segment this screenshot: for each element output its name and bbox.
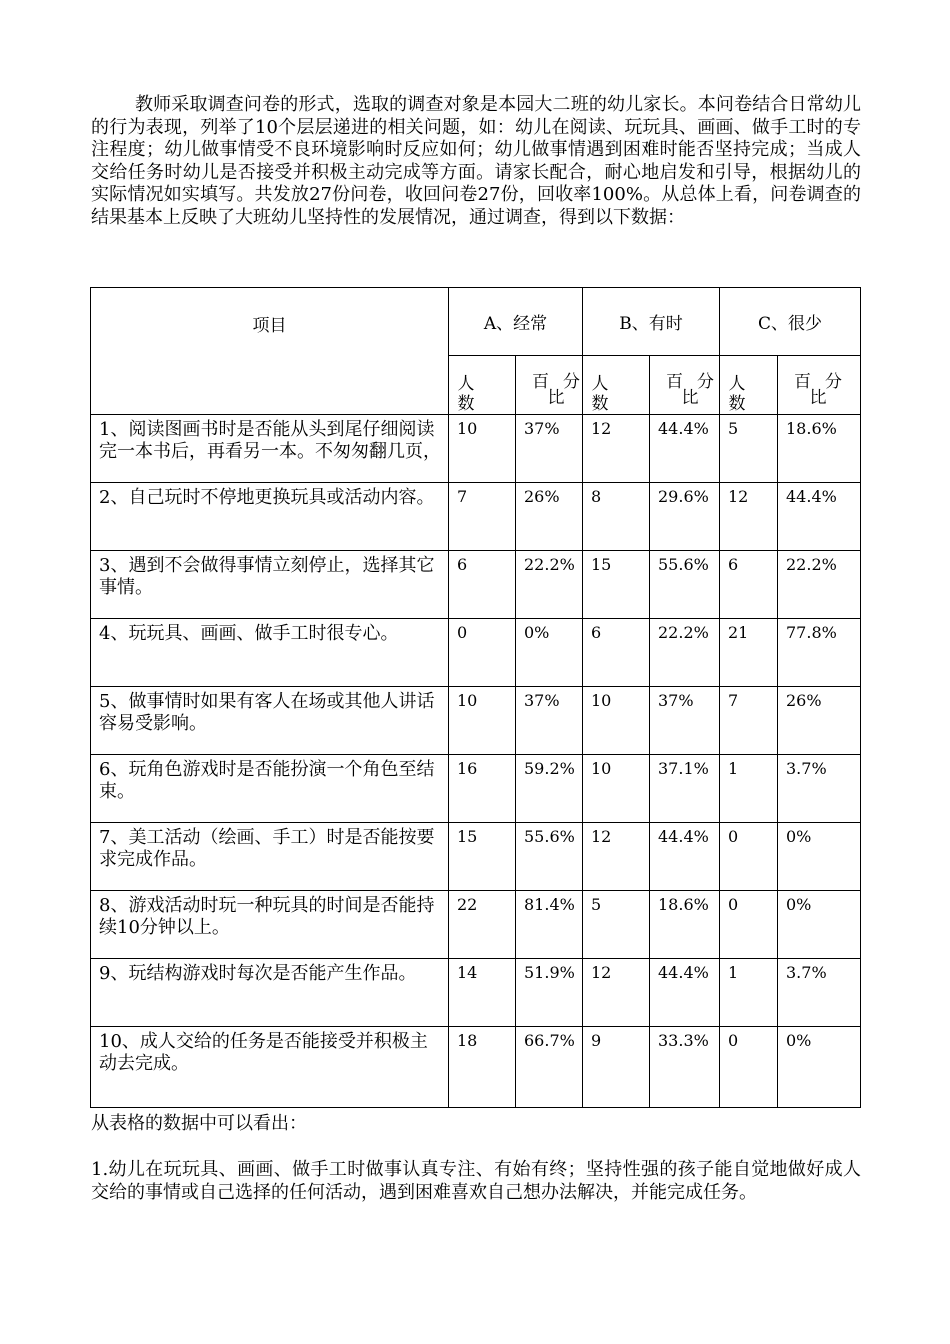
count-cell-b <box>583 619 650 687</box>
count-cell-c <box>720 687 778 755</box>
cell-value: 55.6% <box>658 555 709 574</box>
count-cell-b <box>583 755 650 823</box>
cell-value: 12 <box>591 827 612 846</box>
cell-value: 55.6% <box>524 827 575 846</box>
count-cell-c <box>720 415 778 483</box>
cell-value: 22.2% <box>658 623 709 642</box>
table-row <box>91 619 861 687</box>
count-cell-b <box>583 823 650 891</box>
header-a: A、经常 <box>449 288 583 356</box>
count-cell-c <box>720 823 778 891</box>
item-text: 8、游戏活动时玩一种玩具的时间是否能持续10分钟以上。 <box>99 895 435 938</box>
item-cell <box>91 891 449 959</box>
cell-value: 5 <box>591 895 602 914</box>
count-cell-b <box>583 891 650 959</box>
cell-value: 7 <box>457 487 468 506</box>
item-text: 3、遇到不会做得事情立刻停止，选择其它事情。 <box>99 555 435 598</box>
count-cell-c <box>720 619 778 687</box>
cell-value: 18.6% <box>658 895 709 914</box>
cell-value: 15 <box>591 555 612 574</box>
cell-value: 44.4% <box>658 827 709 846</box>
cell-value: 51.9% <box>524 963 575 982</box>
count-cell-c <box>720 551 778 619</box>
cell-value: 16 <box>457 759 478 778</box>
cell-value: 3.7% <box>786 963 827 982</box>
percent-cell-c <box>778 891 861 959</box>
cell-value: 12 <box>591 419 612 438</box>
cell-value: 37% <box>524 691 560 710</box>
cell-value: 10 <box>591 759 612 778</box>
percent-cell-c <box>778 755 861 823</box>
count-cell-a <box>449 687 516 755</box>
cell-value: 9 <box>591 1031 602 1050</box>
cell-value: 5 <box>728 419 739 438</box>
percent-cell-a <box>516 891 583 959</box>
cell-value: 37% <box>658 691 694 710</box>
table-row <box>91 415 861 483</box>
cell-value: 21 <box>728 623 749 642</box>
percent-cell-a <box>516 1027 583 1108</box>
cell-value: 0% <box>786 895 812 914</box>
cell-value: 0 <box>728 1031 739 1050</box>
count-cell-b <box>583 415 650 483</box>
count-cell-b <box>583 551 650 619</box>
cell-value: 0 <box>728 895 739 914</box>
item-cell <box>91 415 449 483</box>
cell-value: 7 <box>728 691 739 710</box>
item-cell <box>91 1027 449 1108</box>
percent-cell-b <box>650 1027 720 1108</box>
percent-cell-c <box>778 1027 861 1108</box>
conclusion-heading: 从表格的数据中可以看出： <box>91 1113 307 1134</box>
item-cell <box>91 619 449 687</box>
cell-value: 14 <box>457 963 478 982</box>
cell-value: 37% <box>524 419 560 438</box>
percent-cell-c <box>778 619 861 687</box>
count-cell-a <box>449 755 516 823</box>
percent-cell-b <box>650 755 720 823</box>
cell-value: 22.2% <box>524 555 575 574</box>
item-text: 2、自己玩时不停地更换玩具或活动内容。 <box>99 487 435 508</box>
count-cell-a <box>449 823 516 891</box>
cell-value: 44.4% <box>658 963 709 982</box>
percent-cell-b <box>650 823 720 891</box>
table-row <box>91 551 861 619</box>
cell-value: 10 <box>591 691 612 710</box>
percent-cell-c <box>778 415 861 483</box>
count-cell-a <box>449 415 516 483</box>
item-text: 1、阅读图画书时是否能从头到尾仔细阅读完一本书后，再看另一本。不匆匆翻几页， <box>99 419 441 462</box>
cell-value: 10 <box>457 419 478 438</box>
cell-value: 1 <box>728 963 739 982</box>
cell-value: 0% <box>786 827 812 846</box>
cell-value: 3.7% <box>786 759 827 778</box>
percent-cell-a <box>516 959 583 1027</box>
percent-cell-b <box>650 551 720 619</box>
percent-cell-b <box>650 687 720 755</box>
count-cell-b <box>583 959 650 1027</box>
cell-value: 8 <box>591 487 602 506</box>
header-c: C、很少 <box>720 288 861 356</box>
table-row <box>91 1027 861 1108</box>
count-cell-c <box>720 755 778 823</box>
table-row <box>91 823 861 891</box>
percent-cell-a <box>516 687 583 755</box>
cell-value: 59.2% <box>524 759 575 778</box>
table-row <box>91 483 861 551</box>
cell-value: 44.4% <box>786 487 837 506</box>
item-cell <box>91 823 449 891</box>
item-text: 10、成人交给的任务是否能接受并积极主动去完成。 <box>99 1031 428 1074</box>
cell-value: 37.1% <box>658 759 709 778</box>
item-text: 7、美工活动（绘画、手工）时是否能按要求完成作品。 <box>99 827 435 870</box>
cell-value: 29.6% <box>658 487 709 506</box>
subheader-count-c: 人数 <box>720 356 778 415</box>
cell-value: 6 <box>457 555 468 574</box>
percent-cell-a <box>516 483 583 551</box>
subheader-pct-b: 百分比 <box>650 356 720 415</box>
count-cell-a <box>449 619 516 687</box>
item-text: 5、做事情时如果有客人在场或其他人讲话容易受影响。 <box>99 691 435 734</box>
count-cell-b <box>583 483 650 551</box>
cell-value: 10 <box>457 691 478 710</box>
header-row <box>91 288 861 356</box>
survey-table <box>90 287 861 1108</box>
percent-cell-c <box>778 483 861 551</box>
percent-cell-c <box>778 687 861 755</box>
table-row <box>91 687 861 755</box>
subheader-count-b: 人数 <box>583 356 650 415</box>
percent-cell-b <box>650 415 720 483</box>
cell-value: 44.4% <box>658 419 709 438</box>
percent-cell-b <box>650 959 720 1027</box>
subheader-pct-a: 百分比 <box>516 356 583 415</box>
item-cell <box>91 687 449 755</box>
cell-value: 0 <box>457 623 468 642</box>
cell-value: 12 <box>728 487 749 506</box>
item-text: 9、玩结构游戏时每次是否能产生作品。 <box>99 963 417 984</box>
item-cell <box>91 755 449 823</box>
item-text: 6、玩角色游戏时是否能扮演一个角色至结束。 <box>99 759 435 802</box>
percent-cell-b <box>650 891 720 959</box>
header-item: 项目 <box>91 288 449 415</box>
cell-value: 0% <box>524 623 550 642</box>
cell-value: 26% <box>524 487 560 506</box>
conclusion-point-1: 1.幼儿在玩玩具、画画、做手工时做事认真专注、有始有终；坚持性强的孩子能自觉地做好成人交给的事情或自己选择的任何活动，遇到困难喜欢自己想办法解决，并能完成任务。 <box>91 1159 861 1203</box>
header-b: B、有时 <box>583 288 720 356</box>
table-row <box>91 959 861 1027</box>
percent-cell-a <box>516 551 583 619</box>
cell-value: 1 <box>728 759 739 778</box>
table-row <box>91 891 861 959</box>
percent-cell-b <box>650 483 720 551</box>
percent-cell-c <box>778 551 861 619</box>
cell-value: 22 <box>457 895 478 914</box>
count-cell-c <box>720 959 778 1027</box>
cell-value: 81.4% <box>524 895 575 914</box>
item-text: 4、玩玩具、画画、做手工时很专心。 <box>99 623 399 644</box>
percent-cell-a <box>516 415 583 483</box>
subheader-count-a: 人数 <box>449 356 516 415</box>
cell-value: 22.2% <box>786 555 837 574</box>
cell-value: 0% <box>786 1031 812 1050</box>
item-cell <box>91 959 449 1027</box>
percent-cell-b <box>650 619 720 687</box>
count-cell-b <box>583 1027 650 1108</box>
subheader-pct-c: 百分比 <box>778 356 861 415</box>
count-cell-a <box>449 891 516 959</box>
cell-value: 6 <box>728 555 739 574</box>
cell-value: 33.3% <box>658 1031 709 1050</box>
percent-cell-c <box>778 959 861 1027</box>
item-cell <box>91 551 449 619</box>
cell-value: 26% <box>786 691 822 710</box>
count-cell-a <box>449 483 516 551</box>
count-cell-a <box>449 1027 516 1108</box>
percent-cell-c <box>778 823 861 891</box>
count-cell-a <box>449 551 516 619</box>
cell-value: 77.8% <box>786 623 837 642</box>
percent-cell-a <box>516 755 583 823</box>
cell-value: 18 <box>457 1031 478 1050</box>
item-cell <box>91 483 449 551</box>
cell-value: 0 <box>728 827 739 846</box>
intro-paragraph: 教师采取调查问卷的形式，选取的调查对象是本园大二班的幼儿家长。本问卷结合日常幼儿的行为表现，列举了10个层层递进的相关问题，如：幼儿在阅读、玩玩具、画画、做手工时的专注程度；幼儿做事情受不良环境影响时反应如何；幼儿做事情遇到困难时能否坚持完成；当成人交给任务时幼儿是否接受并积极主动完成等方面。请家长配合，耐心地启发和引导，根据幼儿的实际情况如实填写。共发放27份问卷，收回问卷27份，回收率100%。从总体上看，问卷调查的结果基本上反映了大班幼儿坚持性的发展情况，通过调查，得到以下数据： <box>91 94 861 228</box>
count-cell-a <box>449 959 516 1027</box>
count-cell-c <box>720 891 778 959</box>
count-cell-c <box>720 1027 778 1108</box>
cell-value: 6 <box>591 623 602 642</box>
percent-cell-a <box>516 823 583 891</box>
percent-cell-a <box>516 619 583 687</box>
cell-value: 12 <box>591 963 612 982</box>
table-row <box>91 755 861 823</box>
cell-value: 15 <box>457 827 478 846</box>
cell-value: 18.6% <box>786 419 837 438</box>
cell-value: 66.7% <box>524 1031 575 1050</box>
count-cell-b <box>583 687 650 755</box>
count-cell-c <box>720 483 778 551</box>
